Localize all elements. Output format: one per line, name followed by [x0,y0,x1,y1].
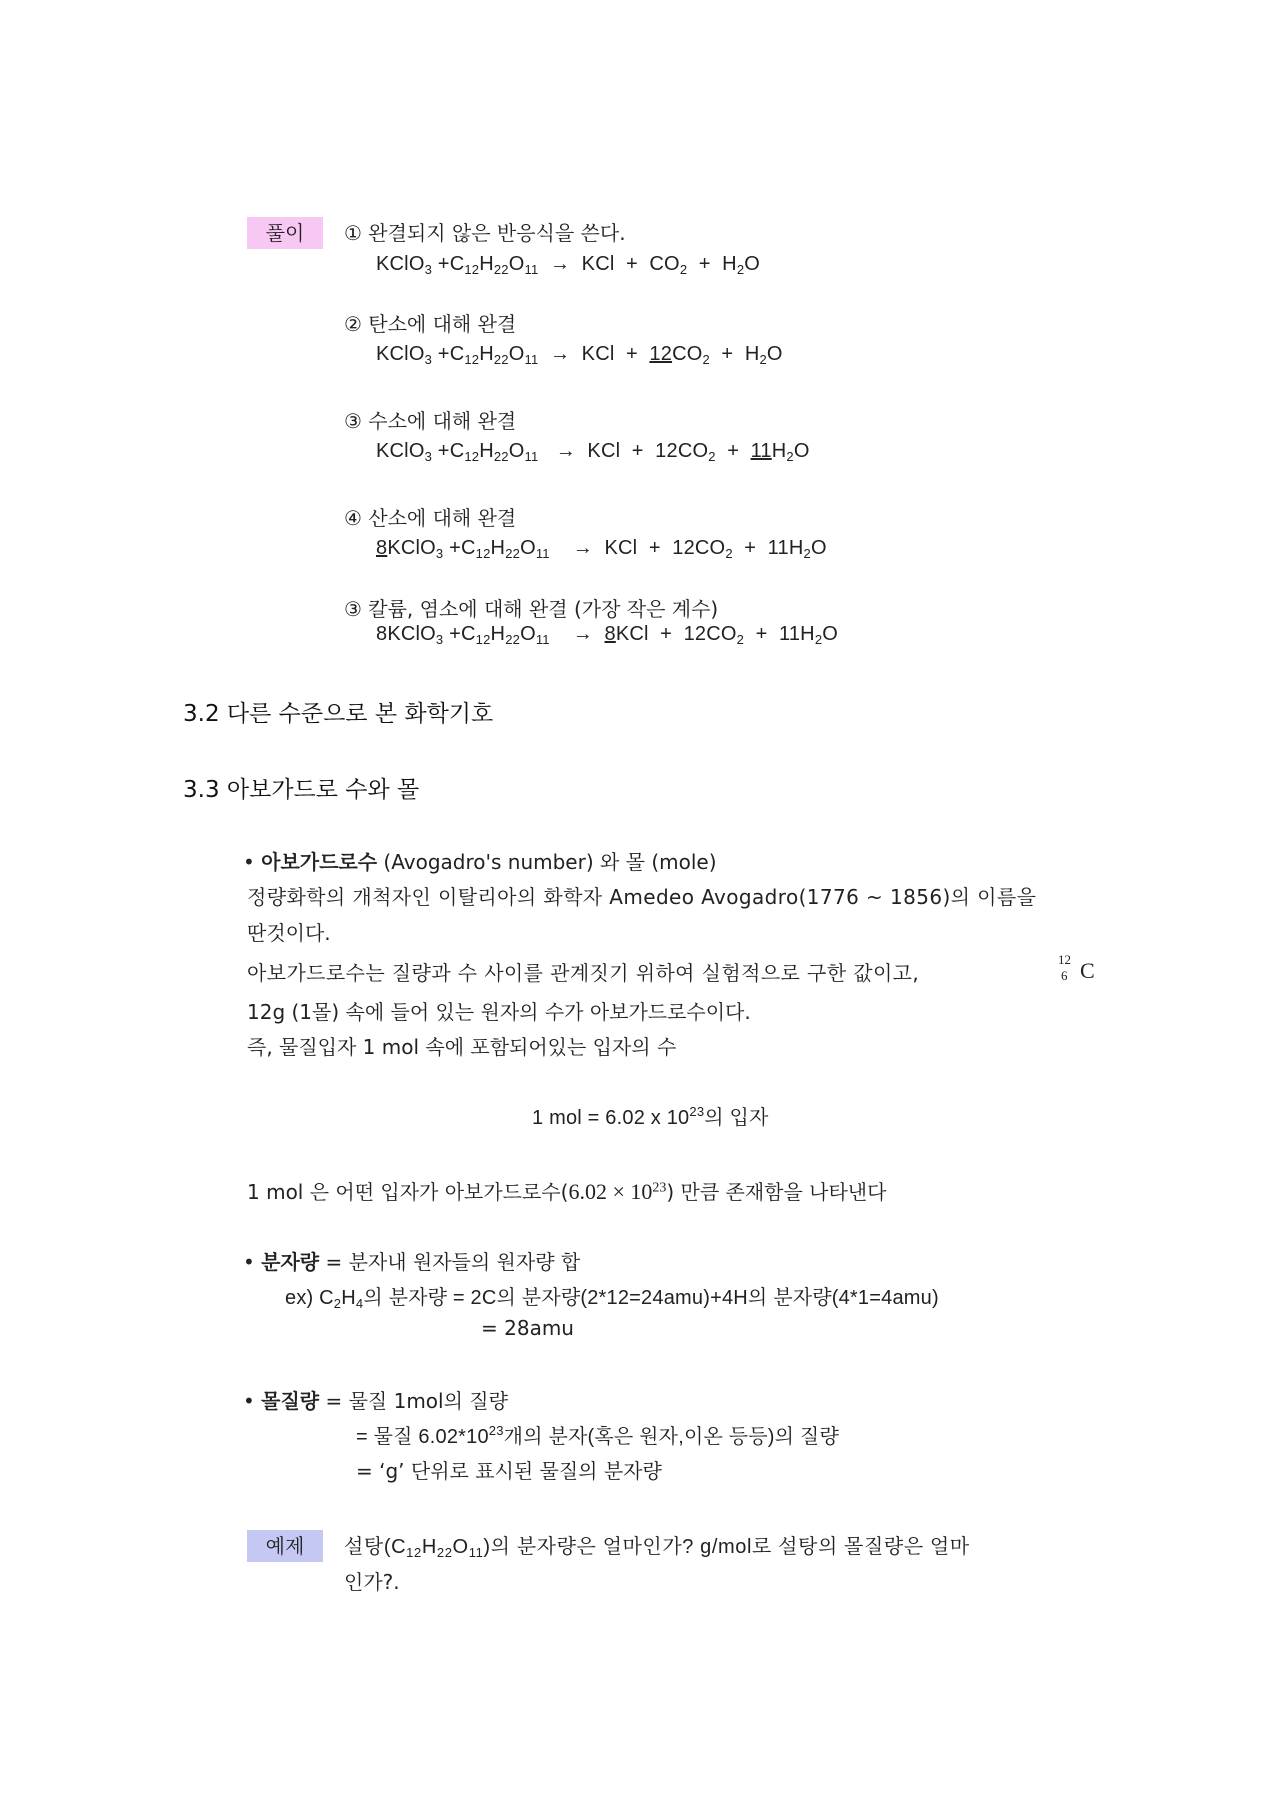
coefficient-11: 11 [750,440,772,462]
example-line-2: 인가?. [344,1570,400,1594]
avogadro-line-3: 아보가드로수는 질량과 수 사이를 관계짓기 위하여 실험적으로 구한 값이고, [247,961,920,985]
avogadro-term-rest: (Avogadro's number) 와 몰 (mole) [377,850,717,874]
molecular-weight-term: 분자량 [261,1250,320,1274]
step-2-equation: KClO$_3$ $+C_{12}H_{22}O_{11}$ → KCl + $12CO_2 + H_2O$ [376,343,783,367]
avogadro-line-5: 즉, 물질입자 1 mol 속에 포함되어있는 입자의 수 [247,1035,677,1059]
molar-mass-bullet: • 몰질량 = 물질 1mol의 질량 [243,1389,508,1413]
step-4-title: ④ 산소에 대해 완결 [344,506,517,530]
nuclide-atomic-number: 6 [1061,968,1068,983]
coefficient-8: 8 [376,537,388,559]
avogadro-line-2: 딴것이다. [247,921,331,945]
step-3-title: ③ 수소에 대해 완결 [344,409,517,433]
step-2-title: ② 탄소에 대해 완결 [344,312,517,336]
coefficient-12: 12 [649,343,673,365]
bullet-dot: • [243,850,255,874]
solution-label-text: 풀이 [265,221,305,245]
section-3-2-heading: 3.2 다른 수준으로 본 화학기호 [183,701,494,727]
molar-mass-line-3: = ‘g’ 단위로 표시된 물질의 분자량 [356,1459,662,1483]
step-3-equation: KClO$_3$ $+C_{12}H_{22}O_{11}$ → KCl + $12CO_2 + 11H_2O$ [376,440,810,464]
molecular-weight-result: = 28amu [481,1316,574,1340]
nuclide-mass-number: 12 [1058,952,1071,967]
step-5-title: ③ 칼륨, 염소에 대해 완결 (가장 작은 계수) [344,597,719,621]
step-1-equation: KClO$_3$ $+C_{12}H_{22}O_{11}$ → KCl + $CO_2 + H_2O$ [376,253,761,277]
step-1-title: ① 완결되지 않은 반응식을 쓴다. [344,221,626,245]
molar-mass-term: 몰질량 [261,1389,320,1413]
avogadro-line-4: 12g (1몰) 속에 들어 있는 원자의 수가 아보가드로수이다. [247,1000,751,1024]
step-5-equation: 8KClO$_3$ $+C_{12}H_{22}O_{11}$ → $8KCl + 12CO_2 + 11H_2O$ [376,623,839,647]
avogadro-bullet [243,846,717,875]
mol-formula: 1 mol = 6.02 x $10^{23}$의 입자 [532,1104,769,1129]
solution-label [247,217,323,249]
example-label-text: 예제 [265,1534,305,1558]
mol-definition-line: 1 mol 은 어떤 입자가 아보가드로수$(6.02 \times 10^{23})$ 만큼 존재함을 나타낸다 [247,1179,887,1204]
example-label [247,1530,323,1562]
molecular-weight-bullet: • 분자량 = 분자내 원자들의 원자량 합 [243,1250,581,1274]
bullet-dot: • [243,1389,255,1413]
avogadro-term: 아보가드로수 [261,850,378,874]
avogadro-line-1: 정량화학의 개척자인 이탈리아의 화학자 Amedeo Avogadro(1776 ~ 1856)의 이름을 [247,885,1037,909]
molar-mass-line-2: = 물질 $6.02*10^{23}$개의 분자(혹은 원자,이온 등등)의 질량 [356,1423,839,1448]
nuclide-symbol: C [1080,958,1095,983]
molecular-weight-example: ex) $C_2H_4$의 분자량 = 2C의 분자량(2*12=24amu)+4H의 분자량(4*1=4amu) [285,1287,939,1311]
carbon-12-nuclide [1058,952,1108,992]
step-4-equation: 8KClO$_3$ $+C_{12}H_{22}O_{11}$ → KCl + $12CO_2 + 11H_2O$ [376,537,827,561]
section-3-3-heading: 3.3 아보가드로 수와 몰 [183,777,420,803]
coefficient-8-kcl: 8 [604,623,616,645]
bullet-dot: • [243,1250,255,1274]
example-line-1: 설탕$(C_{12}H_{22}O_{11})$의 분자량은 얼마인가? g/mol로 설탕의 몰질량은 얼마 [344,1536,970,1560]
